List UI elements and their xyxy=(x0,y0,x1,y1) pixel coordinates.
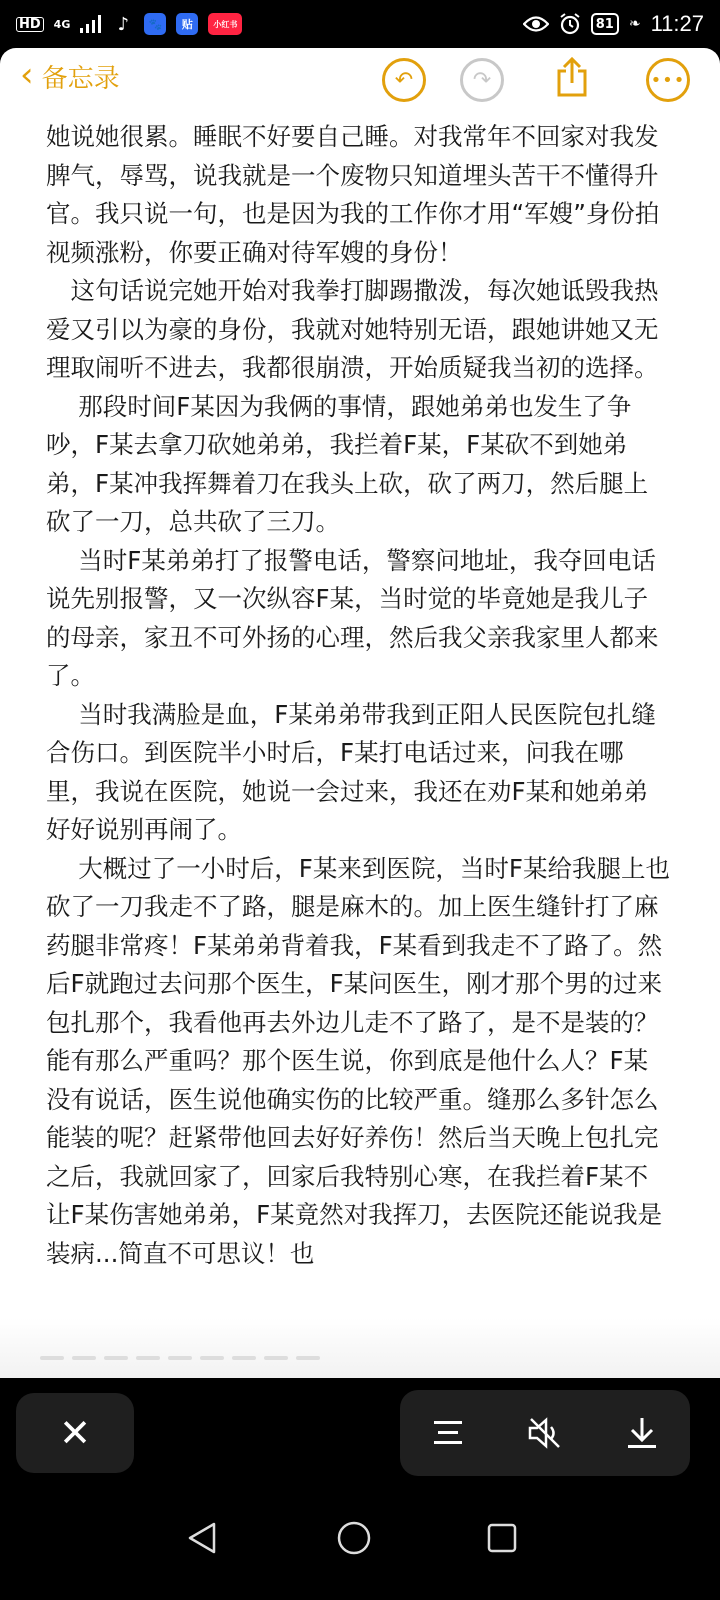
scroll-indicator xyxy=(40,1356,320,1360)
leaf-icon: ❧ xyxy=(628,16,641,32)
chevron-left-icon: ‹ xyxy=(20,54,34,95)
note-card xyxy=(0,48,720,1378)
download-icon xyxy=(626,1416,658,1450)
signal-icon xyxy=(80,15,102,33)
eye-icon xyxy=(523,15,549,33)
tieba-icon: 贴 xyxy=(176,13,198,35)
close-icon: ✕ xyxy=(59,1411,91,1455)
status-bar-left xyxy=(16,13,242,35)
circle-home-icon xyxy=(336,1520,372,1556)
note-toolbar xyxy=(0,48,720,120)
navigation-bar xyxy=(0,1480,720,1600)
back-label: 备忘录 xyxy=(41,64,120,94)
square-recents-icon xyxy=(485,1521,519,1555)
network-4g-indicator: 4G xyxy=(53,17,71,31)
download-button[interactable] xyxy=(617,1408,667,1458)
bottom-fade xyxy=(0,1318,720,1378)
status-bar-right xyxy=(523,11,704,37)
share-button[interactable] xyxy=(553,58,591,96)
more-icon: ••• xyxy=(650,69,686,91)
nav-recents-button[interactable] xyxy=(482,1518,522,1558)
menu-icon xyxy=(432,1419,464,1447)
mute-button[interactable] xyxy=(520,1408,570,1458)
status-clock: 11:27 xyxy=(650,11,704,36)
alarm-icon xyxy=(559,13,581,35)
xiaohongshu-icon: 小红书 xyxy=(208,13,242,35)
share-icon xyxy=(555,57,589,97)
hd-indicator: HD xyxy=(16,17,44,32)
menu-button[interactable] xyxy=(423,1408,473,1458)
undo-icon: ↶ xyxy=(394,67,414,93)
more-button[interactable] xyxy=(646,58,690,102)
redo-button[interactable] xyxy=(460,58,504,102)
undo-button[interactable] xyxy=(382,58,426,102)
redo-icon: ↷ xyxy=(472,67,492,93)
note-body[interactable]: 她说她很累。睡眠不好要自己睡。对我常年不回家对我发脾气，辱骂，说我就是一个废物只知道埋头苦干不懂得升官。我只说一句，也是因为我的工作你才用“军嫂”身份拍视频涨粉，你要正确对待军嫂的身份！ 这句话说完她开始对我拳打脚踢撒泼，每次她诋毁我热爱又引以为豪的身份，我就对她特别无语，跟她讲她又无理取闹听不进去，我都很崩溃，开始质疑我当初的选择。 那段时间F某因为我俩的事情，跟她弟弟也发生了争吵，F某去拿刀砍她弟弟，我拦着F某，F某砍不到她弟弟，F某冲我挥舞着刀在我头上砍，砍了两刀，然后腿上砍了一刀，总共砍了三刀。 当时F某弟弟打了报警电话，警察问地址，我夺回电话说先别报警，又一次纵容F某，当时觉的毕竟她是我儿子的母亲，家丑不可外扬的心理，然后我父亲我家里人都来了。 当时我满脸是血，F某弟弟带我到正阳人民医院包扎缝合伤口。到医院半小时后，F某打电话过来，问我在哪里，我说在医院，她说一会过来，我还在劝F某和她弟弟好好说别再闹了。 大概过了一小时后，F某来到医院，当时F某给我腿上也砍了一刀我走不了路，腿是麻木的。加上医生缝针打了麻药腿非常疼！F某弟弟背着我，F某看到我走不了路了。然后F就跑过去问那个医生，F某问医生，刚才那个男的过来包扎那个，我看他再去外边儿走不了路了，是不是装的？能有那么严重吗？那个医生说，你到底是他什么人？F某没有说话，医生说他确实伤的比较严重。缝那么多针怎么能装的呢？赶紧带他回去好好养伤！然后当天晚上包扎完之后，我就回家了，回家后我特别心寒，在我拦着F某不让F某伤害她弟弟，F某竟然对我挥刀，去医院还能说我是装病...简直不可思议！也 xyxy=(46,122,670,1268)
nav-back-button[interactable] xyxy=(182,1518,222,1558)
tiktok-icon: ♪ xyxy=(112,13,134,35)
speaker-muted-icon xyxy=(527,1417,563,1449)
baidu-icon: 🐾 xyxy=(144,13,166,35)
media-controls xyxy=(400,1390,690,1476)
back-button[interactable] xyxy=(20,54,120,95)
nav-home-button[interactable] xyxy=(334,1518,374,1558)
battery-indicator: 81 xyxy=(591,13,619,35)
close-button[interactable] xyxy=(16,1393,134,1473)
status-bar xyxy=(0,0,720,48)
triangle-back-icon xyxy=(186,1521,218,1555)
